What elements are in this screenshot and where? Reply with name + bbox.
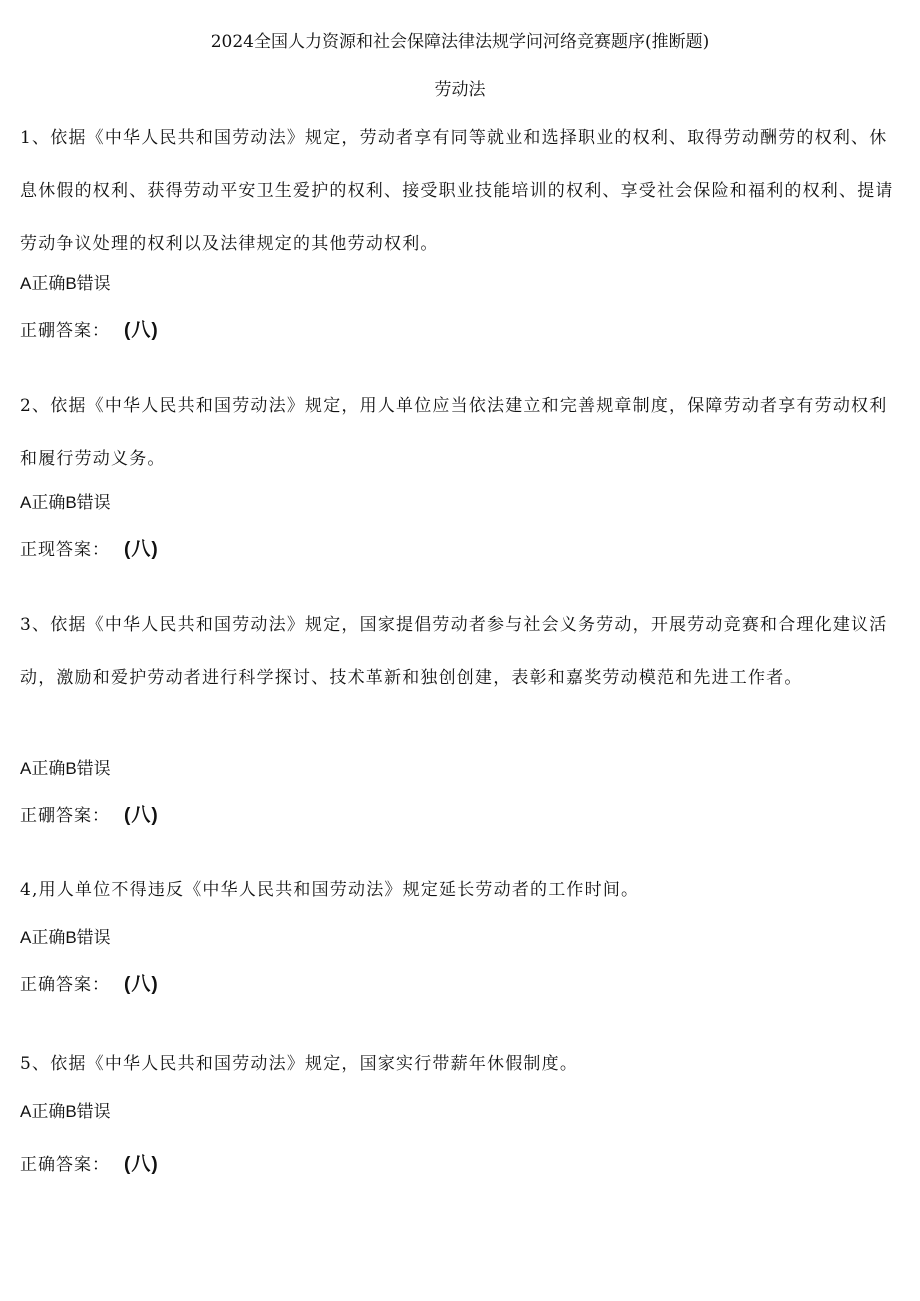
question-1-text: 1、依据《中华人民共和国劳动法》规定，劳动者享有同等就业和选择职业的权利、取得劳动酬劳的权利、休息休假的权利、获得劳动平安卫生爱护的权利、接受职业技能培训的权利、享受社会保险和福利的权利、提请劳动争议处理的权利以及法律规定的其他劳动权利。 (20, 128, 894, 254)
section-heading: 劳动法 (434, 80, 486, 100)
question-1-options: A正确B错误 (20, 274, 111, 293)
question-2-options: A正确B错误 (20, 493, 111, 512)
document-title: 2024全国人力资源和社会保障法律法规学问河络竞赛题序(推断题) (210, 32, 710, 52)
answer-label: 正硼答案： (20, 806, 110, 826)
question-2-answer (20, 537, 159, 563)
answer-value: (八) (124, 320, 159, 341)
answer-value: (八) (124, 805, 159, 826)
answer-label: 正现答案： (20, 540, 110, 560)
answer-label: 正确答案： (20, 975, 110, 995)
question-5-text: 5、依据《中华人民共和国劳动法》规定，国家实行带薪年休假制度。 (20, 1054, 579, 1074)
question-4-answer (20, 972, 159, 998)
answer-value: (八) (124, 539, 159, 560)
answer-label: 正硼答案： (20, 321, 110, 341)
question-3-text: 3、依据《中华人民共和国劳动法》规定，国家提倡劳动者参与社会义务劳动，开展劳动竞赛和合理化建议活动，激励和爱护劳动者进行科学探讨、技术革新和独创创建，表彰和嘉奖劳动模范和先进工作者。 (20, 615, 888, 688)
question-4-options: A正确B错误 (20, 928, 111, 947)
answer-label: 正确答案： (20, 1155, 110, 1175)
question-3-options: A正确B错误 (20, 759, 111, 778)
answer-value: (八) (124, 974, 159, 995)
question-5-answer (20, 1152, 159, 1178)
question-4-text: 4,用人单位不得违反《中华人民共和国劳动法》规定延长劳动者的工作时间。 (20, 880, 640, 900)
question-2-text: 2、依据《中华人民共和国劳动法》规定，用人单位应当依法建立和完善规章制度，保障劳动者享有劳动权利和履行劳动义务。 (20, 396, 888, 469)
question-3-answer (20, 803, 159, 829)
question-1-answer (20, 318, 159, 344)
question-5-options: A正确B错误 (20, 1102, 111, 1121)
answer-value: (八) (124, 1154, 159, 1175)
